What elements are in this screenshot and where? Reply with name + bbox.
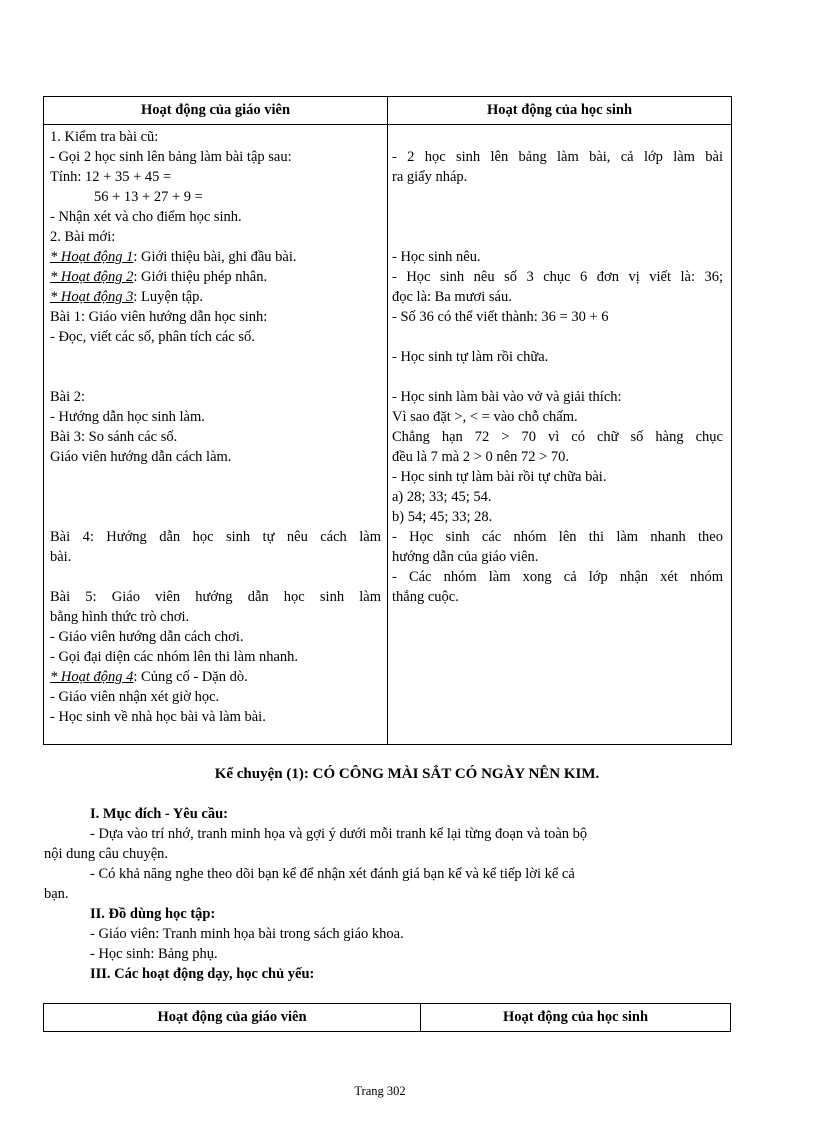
- text-line: Vì sao đặt >, < = vào chỗ chấm.: [392, 409, 578, 425]
- activity-label: * Hoạt động 4: [50, 669, 134, 685]
- text-line: đọc là: Ba mươi sáu.: [392, 289, 512, 305]
- text-line: Chẳng hạn 72 > 70 vì có chữ số hàng chục: [392, 429, 723, 445]
- text-line: - Đọc, viết các số, phân tích các số.: [50, 329, 255, 345]
- activity-line: [50, 247, 381, 267]
- text-line: thắng cuộc.: [392, 589, 459, 605]
- text-line: - Học sinh tự làm bài rồi tự chữa bài.: [392, 469, 607, 485]
- activity-line: [50, 287, 381, 307]
- teacher-activity-cell: [44, 125, 388, 745]
- text-line: bài.: [50, 549, 72, 565]
- activity-line: [50, 667, 381, 687]
- text-line: - Các nhóm làm xong cả lớp nhận xét nhóm: [392, 569, 723, 585]
- text-line: Bài 1: Giáo viên hướng dẫn học sinh:: [50, 309, 268, 325]
- teacher-activity-header: Hoạt động của giáo viên: [44, 1004, 421, 1032]
- paragraph-line: bạn.: [44, 886, 69, 902]
- text-line: Bài 4: Hướng dẫn học sinh tự nêu cách làm: [50, 529, 381, 545]
- heading-materials: II. Đồ dùng học tập:: [90, 906, 216, 922]
- paragraph-line: nội dung câu chuyện.: [44, 846, 169, 862]
- section-title: Kể chuyện (1): CÓ CÔNG MÀI SẮT CÓ NGÀY NÊN KIM.: [214, 766, 600, 782]
- activity-label: * Hoạt động 1: [50, 249, 134, 265]
- text-line: - Hướng dẫn học sinh làm.: [50, 409, 205, 425]
- text-line: - Gọi 2 học sinh lên bảng làm bài tập sau:: [50, 149, 292, 165]
- activity-table-1: [43, 96, 732, 745]
- activity-label: * Hoạt động 3: [50, 289, 134, 305]
- text-line: bằng hình thức trò chơi.: [50, 609, 190, 625]
- text-line: Bài 5: Giáo viên hướng dẫn học sinh làm: [50, 589, 381, 605]
- text-line: - Gọi đại diện các nhóm lên thi làm nhanh.: [50, 649, 299, 665]
- text-line: 2. Bài mới:: [50, 229, 116, 245]
- text-line: - Giáo viên hướng dẫn cách chơi.: [50, 629, 244, 645]
- activity-text: : Giới thiệu phép nhân.: [133, 269, 268, 285]
- heading-activities: III. Các hoạt động dạy, học chủ yếu:: [90, 966, 315, 982]
- student-activity-cell: [388, 125, 732, 745]
- text-line: - Học sinh các nhóm lên thi làm nhanh theo: [392, 529, 723, 545]
- text-line: Bài 3: So sánh các số.: [50, 429, 178, 445]
- student-activity-header: Hoạt động của học sinh: [388, 97, 732, 125]
- text-line: Tính: 12 + 35 + 45 =: [50, 169, 172, 185]
- text-line: - Số 36 có thể viết thành: 36 = 30 + 6: [392, 309, 609, 325]
- paragraph-line: - Có khả năng nghe theo dõi bạn kể để nhận xét đánh giá bạn kể và kể tiếp lời kể cả: [90, 866, 575, 882]
- text-line: b) 54; 45; 33; 28.: [392, 509, 493, 525]
- text-line: 56 + 13 + 27 + 9 =: [94, 189, 203, 205]
- activity-text: : Luyện tập.: [133, 289, 204, 305]
- text-line: hướng dẫn của giáo viên.: [392, 549, 539, 565]
- text-line: - Học sinh tự làm rồi chữa.: [392, 349, 549, 365]
- activity-text: : Củng cố - Dặn dò.: [133, 669, 248, 685]
- text-line: - Học sinh về nhà học bài và làm bài.: [50, 709, 266, 725]
- text-line: - Giáo viên nhận xét giờ học.: [50, 689, 220, 705]
- activity-line: [50, 267, 381, 287]
- activity-table-2: [43, 1003, 731, 1032]
- story-section: [44, 762, 730, 984]
- paragraph-line: - Dựa vào trí nhớ, tranh minh họa và gợi ý dưới mỗi tranh kể lại từng đoạn và toàn bộ: [90, 826, 588, 842]
- text-line: - 2 học sinh lên bảng làm bài, cả lớp làm bài: [392, 149, 723, 165]
- text-line: - Học sinh nêu.: [392, 249, 481, 265]
- text-line: a) 28; 33; 45; 54.: [392, 489, 492, 505]
- text-line: Giáo viên hướng dẫn cách làm.: [50, 449, 232, 465]
- page-number: Trang 302: [354, 1084, 406, 1098]
- heading-objectives: I. Mục đích - Yêu cầu:: [90, 806, 229, 822]
- text-line: - Học sinh nêu số 3 chục 6 đơn vị viết là: 36;: [392, 269, 723, 285]
- text-line: - Học sinh làm bài vào vở và giải thích:: [392, 389, 622, 405]
- text-line: Bài 2:: [50, 389, 86, 405]
- student-activity-header: Hoạt động của học sinh: [421, 1004, 731, 1032]
- paragraph-line: - Giáo viên: Tranh minh họa bài trong sách giáo khoa.: [90, 926, 404, 942]
- teacher-activity-header: Hoạt động của giáo viên: [44, 97, 388, 125]
- text-line: 1. Kiểm tra bài cũ:: [50, 129, 159, 145]
- text-line: ra giấy nháp.: [392, 169, 468, 185]
- text-line: đều là 7 mà 2 > 0 nên 72 > 70.: [392, 449, 570, 465]
- activity-text: : Giới thiệu bài, ghi đầu bài.: [133, 249, 297, 265]
- paragraph-line: - Học sinh: Bảng phụ.: [90, 946, 218, 962]
- activity-label: * Hoạt động 2: [50, 269, 134, 285]
- text-line: - Nhận xét và cho điểm học sinh.: [50, 209, 242, 225]
